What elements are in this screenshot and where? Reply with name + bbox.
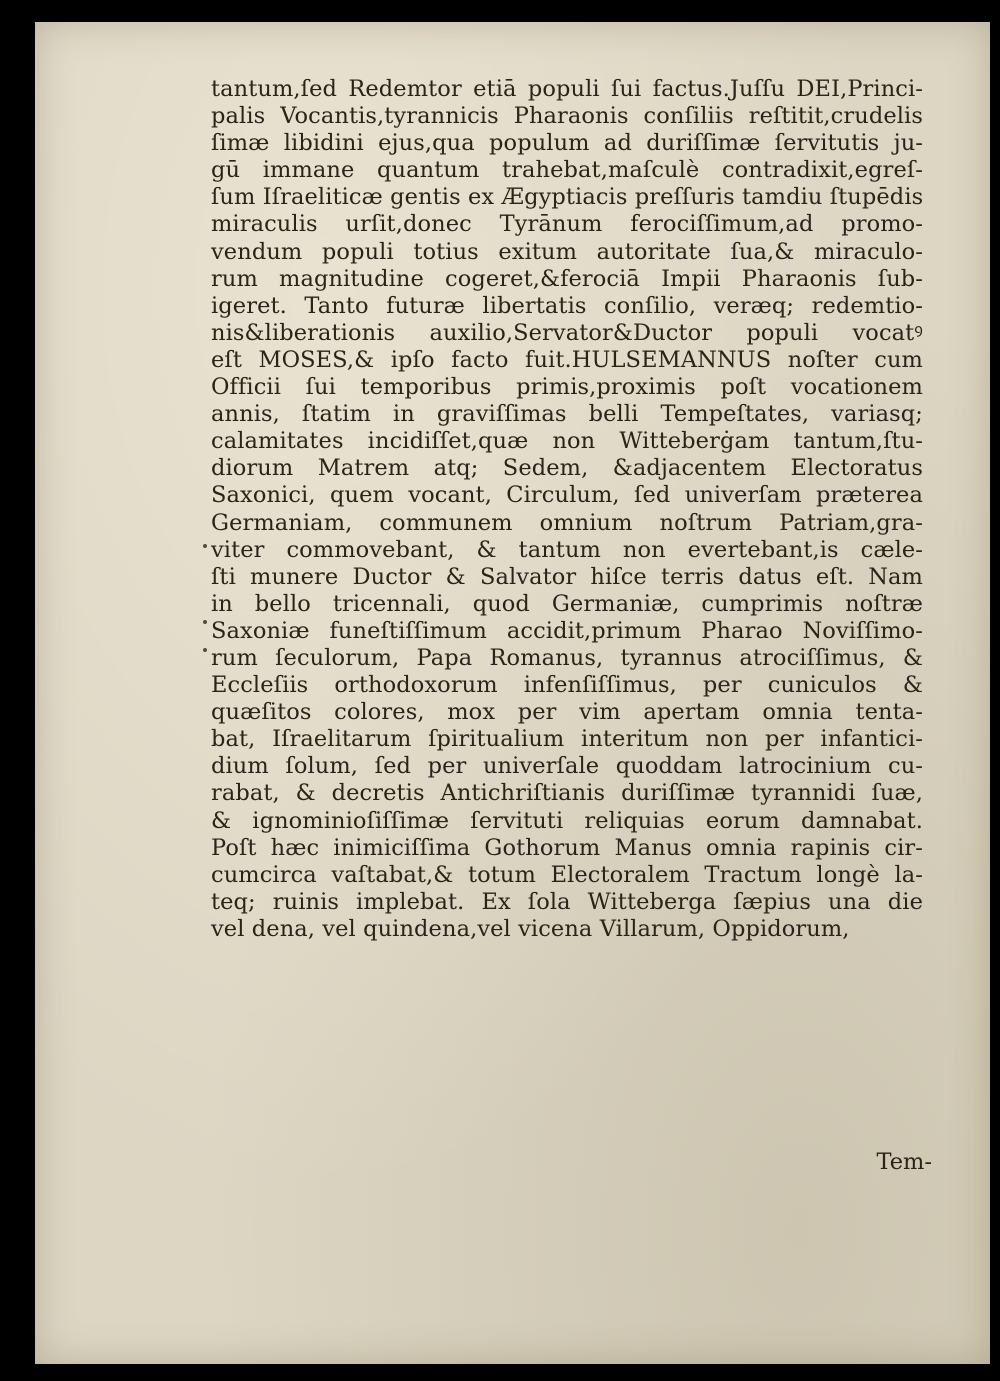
text-line: diorum Matrem atq; Sedem, &adjacentem Electoratus [211,455,923,482]
margin-mark [203,620,207,624]
text-line: Poſt hæc inimiciſſima Gothorum Manus omnia rapinis cir- [211,834,923,861]
text-line: dium ſolum, ſed per univerſale quoddam latrocinium cu- [211,753,923,780]
margin-mark [203,544,207,548]
text-line: ſimæ libidini ejus,qua populum ad duriſſimæ ſervitutis ju- [211,130,923,157]
text-line: tantum,ſed Redemtor etiā populi ſui factus.Juſſu DEI,Princi- [211,76,923,102]
text-line: rabat, & decretis Antichriſtianis duriſſimæ tyrannidi ſuæ, [211,780,923,807]
text-line: vendum populi totius exitum autoritate ſua,& miraculo- [211,238,923,265]
text-line: in bello tricennali, quod Germaniæ, cumprimis noſtræ [211,590,923,617]
text-line: vel dena, vel quindena,vel vicena Villarum, Oppidorum, [211,915,850,942]
text-line: teq; ruinis implebat. Ex ſola Witteberga ſæpius una die [211,888,923,915]
text-line: quæſitos colores, mox per vim apertam omnia tenta- [211,699,923,726]
text-line: gū immane quantum trahebat,maſculè contradixit,egreſ- [211,157,923,184]
text-line: ſti munere Ductor & Salvator hiſce terris datus eſt. Nam [211,563,923,590]
text-line: Officii ſui temporibus primis,proximis poſt vocationem [211,374,923,401]
text-line: bat, Iſraelitarum ſpiritualium interitum non per infantici- [211,726,923,753]
text-line: viter commovebant, & tantum non evertebant,is cæle- [211,536,923,563]
text-line: nis&liberationis auxilio,Servator&Ductor populi vocatꝰ [211,319,923,346]
body-text [211,76,923,943]
text-line: Saxonici, quem vocant, Circulum, ſed univerſam præterea [211,482,923,509]
text-line: Eccleſiis orthodoxorum infenſiſſimus, per cuniculos & [211,672,923,699]
catchword: Tem- [876,1149,932,1175]
text-line: rum ſeculorum, Papa Romanus, tyrannus atrociſſimus, & [211,644,923,671]
text-line: cumcirca vaſtabat,& totum Electoralem Tractum longè la- [211,861,923,888]
text-line: ſum Iſraeliticæ gentis ex Ægyptiacis preſſuris tamdiu ſtupēdis [211,184,924,211]
text-line: calamitates incidiſſet,quæ non Witteberġam tantum,ſtu- [211,428,923,455]
margin-mark [203,648,207,652]
text-line: miraculis urſit,donec Tyrānum ferociſſimum,ad promo- [211,211,923,238]
text-line: igeret. Tanto futuræ libertatis conſilio, veræq; redemtio- [211,292,923,319]
text-line: Germaniam, communem omnium noſtrum Patriam,gra- [211,509,923,536]
text-line: eſt MOSES,& ipſo facto fuit.HULSEMANNUS noſter cum [211,346,923,373]
text-line: palis Vocantis,tyrannicis Pharaonis conſiliis reſtitit,crudelis [211,103,923,130]
book-page [35,22,990,1364]
text-line: rum magnitudine cogeret,&ferociā Impii Pharaonis ſub- [211,265,923,292]
text-line: annis, ſtatim in graviſſimas belli Tempeſtates, variasq; [211,401,923,428]
text-line: & ignominioſiſſimæ ſervituti reliquias eorum damnabat. [211,807,923,834]
text-line: Saxoniæ funeſtiſſimum accidit,primum Pharao Noviſſimo- [211,617,923,644]
